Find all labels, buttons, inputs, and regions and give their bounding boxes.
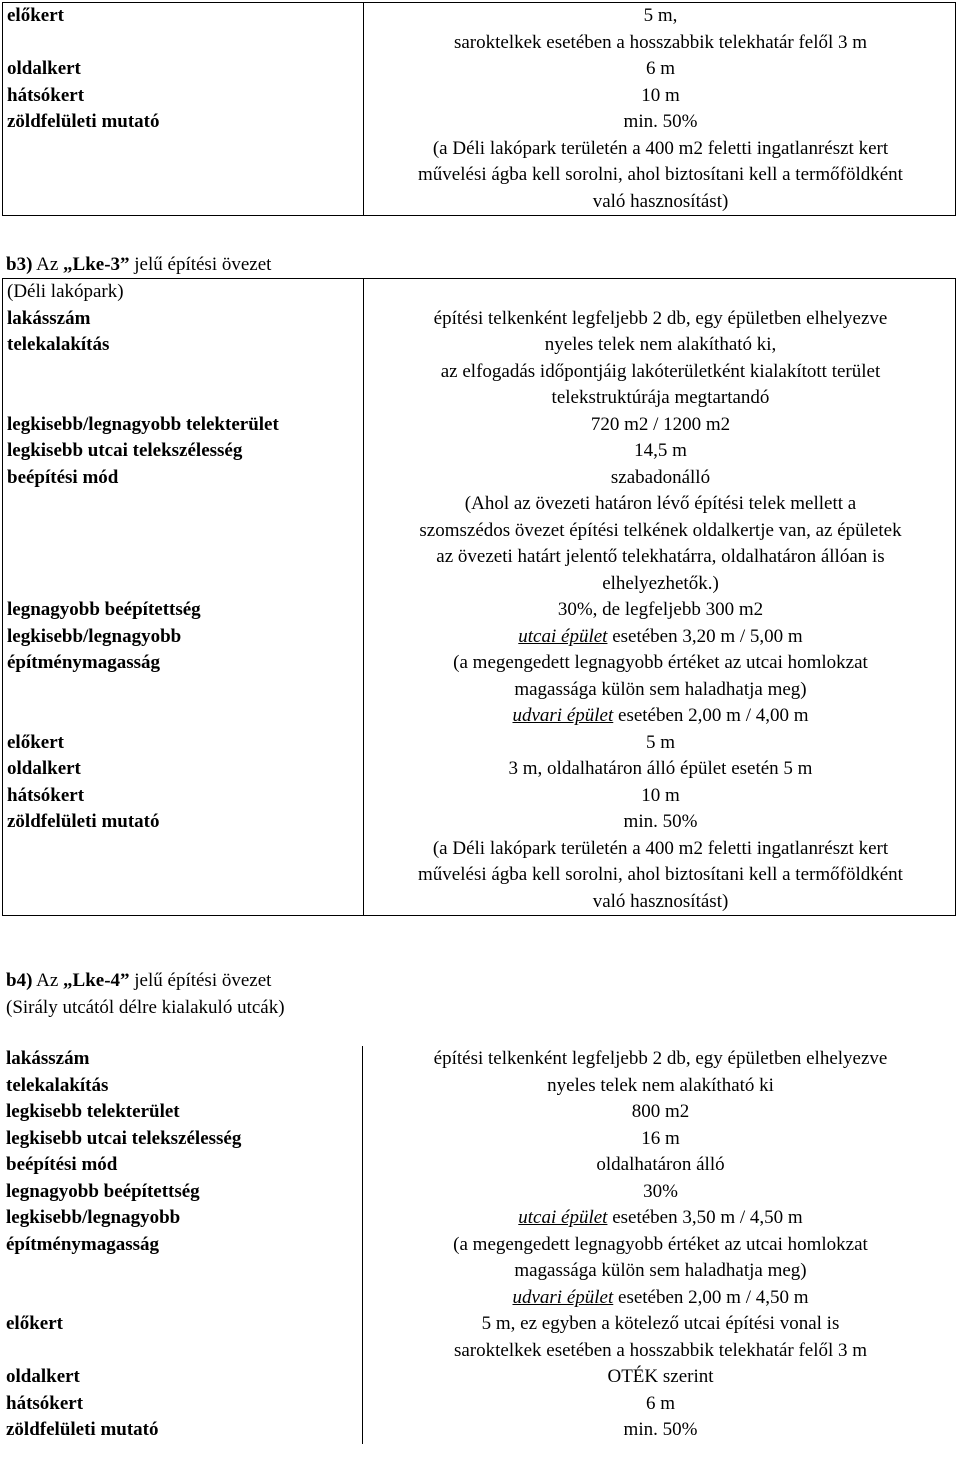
row-label bbox=[2, 1205, 363, 1311]
value-line: (a Déli lakópark területén a 400 m2 feletti ingatlanrészt kert bbox=[432, 837, 889, 859]
row-label: legnagyobb beépítettség bbox=[2, 1179, 363, 1206]
table-row bbox=[2, 1417, 956, 1444]
row-label: telekalakítás bbox=[3, 332, 364, 412]
value-line: való hasznosítást) bbox=[592, 190, 729, 212]
table-row bbox=[2, 1179, 956, 1206]
value-line: utcai épület esetében 3,50 m / 4,50 m bbox=[518, 1207, 803, 1228]
table-row bbox=[3, 809, 956, 916]
row-label: oldalkert bbox=[3, 56, 364, 83]
row-value: 16 m bbox=[641, 1127, 680, 1149]
table-row bbox=[3, 756, 956, 783]
value-line: utcai épület esetében 3,20 m / 5,00 m bbox=[518, 625, 803, 647]
row-value bbox=[364, 624, 956, 730]
value-line: udvari épület esetében 2,00 m / 4,00 m bbox=[512, 705, 809, 726]
value-line: min. 50% bbox=[623, 111, 698, 132]
value-line: az elfogadás időpontjáig lakóterületként kialakított terület bbox=[440, 360, 881, 382]
row-value: 800 m2 bbox=[631, 1101, 690, 1122]
table-row bbox=[2, 1046, 956, 1073]
table-row bbox=[2, 1364, 956, 1391]
section-b4-subtitle: (Sirály utcától délre kialakuló utcák) bbox=[6, 996, 285, 1018]
table-row bbox=[2, 1391, 956, 1418]
row-value: 3 m, oldalhatáron álló épület esetén 5 m bbox=[508, 758, 813, 779]
value-line: nyeles telek nem alakítható ki, bbox=[544, 334, 777, 355]
row-label: hátsókert bbox=[2, 1391, 363, 1418]
row-value bbox=[364, 3, 956, 57]
label-line: építménymagasság bbox=[6, 1233, 160, 1255]
value-line: szabadonálló bbox=[610, 466, 711, 488]
row-value: 10 m bbox=[641, 784, 680, 806]
table-b3 bbox=[2, 278, 956, 916]
table-row bbox=[2, 1205, 956, 1311]
row-value: 30% bbox=[643, 1180, 678, 1202]
table-row bbox=[3, 3, 956, 57]
value-line: magassága külön sem haladhatja meg) bbox=[514, 678, 807, 700]
row-label: zöldfelületi mutató bbox=[3, 109, 364, 216]
table-row bbox=[3, 412, 956, 439]
value-line: saroktelkek esetében a hosszabbik telekhatár felől 3 m bbox=[453, 1339, 868, 1361]
label-line: építménymagasság bbox=[7, 652, 161, 673]
row-label: oldalkert bbox=[3, 756, 364, 783]
row-label: legkisebb/legnagyobb telekterület bbox=[3, 412, 364, 439]
value-line: udvari épület esetében 2,00 m / 4,50 m bbox=[512, 1286, 809, 1308]
value-line: min. 50% bbox=[623, 811, 698, 832]
table-continuation bbox=[2, 2, 956, 216]
row-label: telekalakítás bbox=[2, 1073, 363, 1100]
row-label bbox=[3, 624, 364, 730]
table-row bbox=[3, 306, 956, 333]
row-label: előkert bbox=[2, 1311, 363, 1364]
table-row bbox=[3, 332, 956, 412]
section-b4-heading bbox=[6, 968, 285, 1021]
row-value: 30%, de legfeljebb 300 m2 bbox=[557, 599, 764, 620]
value-line: (a megengedett legnagyobb értéket az utcai homlokzat bbox=[453, 652, 868, 673]
row-label: beépítési mód bbox=[3, 465, 364, 598]
row-label: előkert bbox=[3, 3, 364, 57]
value-line: (a Déli lakópark területén a 400 m2 feletti ingatlanrészt kert bbox=[432, 137, 889, 159]
table-row bbox=[3, 597, 956, 624]
table-row bbox=[2, 1126, 956, 1153]
table-row bbox=[3, 783, 956, 810]
value-line: való hasznosítást) bbox=[592, 890, 729, 912]
table-row bbox=[3, 279, 956, 306]
row-value bbox=[363, 1205, 957, 1311]
row-value: OTÉK szerint bbox=[607, 1366, 714, 1387]
row-label: lakásszám bbox=[3, 306, 364, 333]
value-line: szomszédos övezet építési telkének oldalkertje van, az épületek bbox=[419, 519, 902, 541]
table-b4 bbox=[2, 1046, 956, 1444]
row-label: beépítési mód bbox=[2, 1152, 363, 1179]
value-line: saroktelkek esetében a hosszabbik telekhatár felől 3 m bbox=[453, 31, 868, 53]
table-row bbox=[3, 730, 956, 757]
row-value: oldalhatáron álló bbox=[596, 1154, 725, 1175]
table-row bbox=[3, 465, 956, 598]
value-line: művelési ágba kell sorolni, ahol biztosítani kell a termőföldként bbox=[418, 164, 903, 185]
row-value: min. 50% bbox=[623, 1419, 698, 1440]
table-row bbox=[3, 109, 956, 216]
value-line: elhelyezhetők.) bbox=[602, 572, 719, 594]
row-value: 6 m bbox=[645, 58, 676, 79]
value-line: az övezeti határt jelentő telekhatárra, oldalhatáron állóan is bbox=[436, 546, 885, 567]
row-value: építési telkenként legfeljebb 2 db, egy épületben elhelyezve bbox=[433, 1048, 888, 1069]
row-value bbox=[364, 809, 956, 916]
row-label: zöldfelületi mutató bbox=[2, 1417, 363, 1444]
table-row bbox=[3, 83, 956, 110]
row-value: 720 m2 / 1200 m2 bbox=[590, 413, 731, 435]
row-label: hátsókert bbox=[3, 783, 364, 810]
value-line: (Ahol az övezeti határon lévő építési telek mellett a bbox=[464, 493, 857, 514]
value-line: 5 m, bbox=[643, 5, 678, 26]
value-line: magassága külön sem haladhatja meg) bbox=[514, 1260, 807, 1281]
row-label: oldalkert bbox=[2, 1364, 363, 1391]
row-label: hátsókert bbox=[3, 83, 364, 110]
table-row bbox=[2, 1152, 956, 1179]
table-row bbox=[3, 56, 956, 83]
table-row bbox=[3, 624, 956, 730]
row-value bbox=[364, 109, 956, 216]
row-value: 14,5 m bbox=[634, 440, 687, 461]
label-line: legkisebb/legnagyobb bbox=[6, 1207, 181, 1228]
table-row bbox=[2, 1073, 956, 1100]
value-line: (a megengedett legnagyobb értéket az utcai homlokzat bbox=[453, 1233, 868, 1255]
row-value bbox=[364, 332, 956, 412]
row-value: nyeles telek nem alakítható ki bbox=[547, 1074, 774, 1096]
row-value bbox=[364, 465, 956, 598]
label-line: legkisebb/legnagyobb bbox=[7, 625, 182, 647]
row-value bbox=[363, 1311, 957, 1364]
section-b3-subtitle: (Déli lakópark) bbox=[3, 279, 364, 306]
row-value: 6 m bbox=[645, 1392, 676, 1414]
section-b3-heading bbox=[6, 252, 271, 279]
value-line: művelési ágba kell sorolni, ahol biztosítani kell a termőföldként bbox=[418, 864, 903, 885]
row-label: legkisebb utcai telekszélesség bbox=[3, 438, 364, 465]
row-label: lakásszám bbox=[2, 1046, 363, 1073]
row-value: 10 m bbox=[641, 84, 680, 106]
section-b4-title: b4) Az „Lke-4” jelű építési övezet bbox=[6, 970, 272, 991]
row-label: zöldfelületi mutató bbox=[3, 809, 364, 916]
table-row bbox=[3, 438, 956, 465]
row-label: legnagyobb beépítettség bbox=[3, 597, 364, 624]
value-line: telekstruktúrája megtartandó bbox=[551, 387, 770, 408]
table-row bbox=[2, 1311, 956, 1364]
section-b3-title: b3) Az „Lke-3” jelű építési övezet bbox=[6, 254, 272, 275]
value-line: 5 m, ez egyben a kötelező utcai építési vonal is bbox=[481, 1313, 840, 1334]
row-label: legkisebb utcai telekszélesség bbox=[2, 1126, 363, 1153]
row-value: építési telkenként legfeljebb 2 db, egy épületben elhelyezve bbox=[433, 307, 888, 329]
row-label: legkisebb telekterület bbox=[2, 1099, 363, 1126]
table-row bbox=[2, 1099, 956, 1126]
row-value: 5 m bbox=[645, 731, 676, 753]
row-label: előkert bbox=[3, 730, 364, 757]
